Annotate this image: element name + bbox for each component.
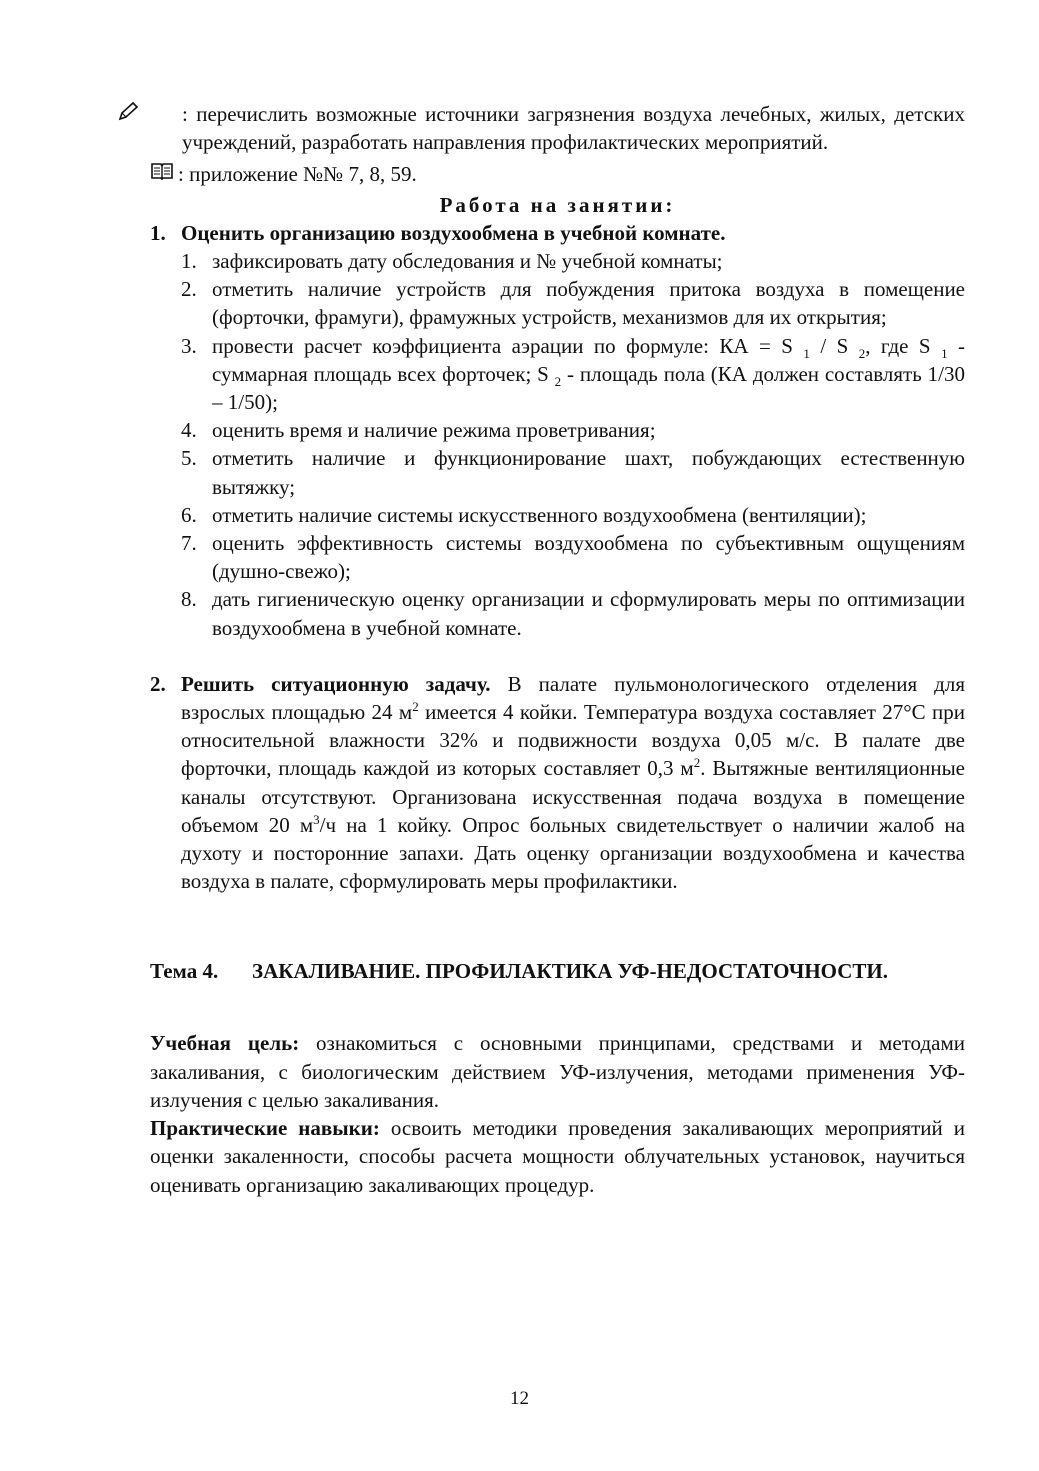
step-text: отметить наличие устройств для побуждения притока воздуха в помещение (форточки, фрамуги), фрамужных устройств, механизмов для их открытия; [212,277,965,330]
goal-text: ознакомиться с основными принципами, средствами и методами закаливания, с биологическим действием УФ-излучения, методами применения УФ-излучения с целью закаливания. [150,1031,965,1112]
topic-title: ЗАКАЛИВАНИЕ. ПРОФИЛАКТИКА УФ-НЕДОСТАТОЧНОСТИ. [252,959,889,984]
step-text: отметить наличие и функционирование шахт, побуждающих естественную вытяжку; [212,446,965,499]
step-text: дать гигиеническую оценку организации и сформулировать меры по оптимизации воздухообмена в учебной комнате. [212,587,965,640]
reference-paragraph [150,160,965,188]
task-text: : перечислить возможные источники загрязнения воздуха лечебных, жилых, детских учреждений, разработать направления профилактических мероприятий. [182,102,965,155]
step-number: 4. [181,418,197,443]
task-number: 1. [150,220,166,245]
goal-label: Учебная цель: [150,1031,300,1056]
skills-text: освоить методики проведения закаливающих мероприятий и оценки закаленности, способы расчета мощности облучательных установок, научиться оценивать организацию закаливающих процедур. [150,1116,965,1197]
task-title: Решить ситуационную задачу. [181,671,491,696]
skills-paragraph [150,1114,965,1199]
step-text: оценить время и наличие режима проветривания; [212,418,656,443]
topic-heading [150,943,965,999]
step-number: 8. [181,587,197,612]
step-text: отметить наличие системы искусственного воздухообмена (вентиляции); [212,502,867,527]
goal-paragraph [150,1029,965,1114]
steps-list [181,247,965,642]
topic-label: Тема 4. [150,959,219,984]
page-content [150,100,965,1199]
tasks-list [150,219,965,896]
step-text: оценить эффективность системы воздухообмена по субъективным ощущениям (душно-свежо); [212,531,965,584]
task-number: 2. [150,671,166,696]
step-number: 6. [181,502,197,527]
step-text: зафиксировать дату обследования и № учебной комнаты; [212,249,723,274]
reference-text: : приложение №№ 7, 8, 59. [178,162,417,187]
step-number: 3. [181,333,197,358]
skills-label: Практические навыки: [150,1116,380,1141]
task-item-1 [150,219,965,642]
step-number: 7. [181,531,197,556]
pencil-icon [150,100,182,128]
list-item [181,416,965,444]
book-icon [150,160,178,188]
section-title: Работа на занятии: [439,192,676,217]
list-item [181,275,965,331]
page-number: 12 [510,1388,529,1409]
task-paragraph [150,100,965,156]
situation-task: Решить ситуационную задачу. В палате пульмонологического отделения для взрослых площадью 24 $м^2$ имеется 4 койки. Температура воздуха составляет 27°С при относительной влажности 32% и подвижности воздуха 0,05 м/с. В палате две форточки, площадь каждой из которых составляет 0,3 $м^2$. Вытяжные вентиляционные каналы отсутствуют. Организована искусственная подача воздуха в помещение объемом 20 $м^3/ч$ на 1 койку. Опрос больных свидетельствует о наличии жалоб на духоту и посторонние запахи. Дать оценку организации воздухообмена и качества воздуха в палате, сформулировать меры профилактики. [181,671,965,894]
list-item [181,585,965,641]
step-text: провести расчет коэффициента аэрации по формуле: КА = S $_1$ / S $_2$, где S $_1$ - суммарная площадь всех форточек; S $_2$ - площадь пола (КА должен составлять 1/30 – 1/50); [212,333,965,415]
task-title: Оценить организацию воздухообмена в учебной комнате. [181,220,726,245]
list-item [181,501,965,529]
step-number: 1. [181,249,197,274]
step-number: 5. [181,446,197,471]
task-item-2 [150,670,965,896]
list-item [181,529,965,585]
step-number: 2. [181,277,197,302]
list-item [181,247,965,275]
list-item [181,332,965,417]
list-item [181,444,965,500]
